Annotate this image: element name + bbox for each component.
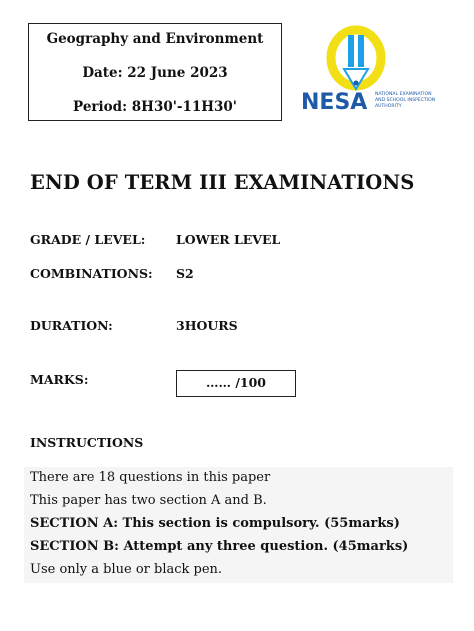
logo-subtitle-line-1: NATIONAL EXAMINATION <box>375 92 432 97</box>
exam-title: END OF TERM III EXAMINATIONS <box>30 171 415 194</box>
logo-nib-tip <box>354 81 359 86</box>
grade-label: GRADE / LEVEL: <box>30 232 146 247</box>
exam-date: Date: 22 June 2023 <box>82 65 228 81</box>
instruction-line-section-a: SECTION A: This section is compulsory. (55marks) <box>30 516 400 531</box>
marks-box: …… /100 <box>176 370 296 397</box>
duration-label: DURATION: <box>30 318 113 333</box>
instruction-line: Use only a blue or black pen. <box>30 562 223 577</box>
grade-value: LOWER LEVEL <box>176 232 281 247</box>
instructions-heading: INSTRUCTIONS <box>30 435 144 450</box>
logo-wordmark: NESA <box>301 90 368 115</box>
logo-subtitle-line-3: AUTHORITY <box>375 104 402 109</box>
logo-subtitle-line-2: AND SCHOOL INSPECTION <box>375 98 436 103</box>
instruction-line: This paper has two section A and B. <box>30 493 267 508</box>
combinations-label: COMBINATIONS: <box>30 266 153 281</box>
duration-value: 3HOURS <box>176 318 238 333</box>
nesa-logo <box>300 25 450 117</box>
logo-bar-left <box>348 35 354 67</box>
logo-bar-right <box>358 35 364 67</box>
instruction-line-section-b: SECTION B: Attempt any three question. (45marks) <box>30 539 409 554</box>
combinations-value: S2 <box>176 266 194 281</box>
exam-period: Period: 8H30'-11H30' <box>73 99 237 115</box>
subject-name: Geography and Environment <box>46 31 264 47</box>
marks-label: MARKS: <box>30 372 89 387</box>
exam-header-box <box>28 23 282 121</box>
instruction-line: There are 18 questions in this paper <box>30 470 271 485</box>
